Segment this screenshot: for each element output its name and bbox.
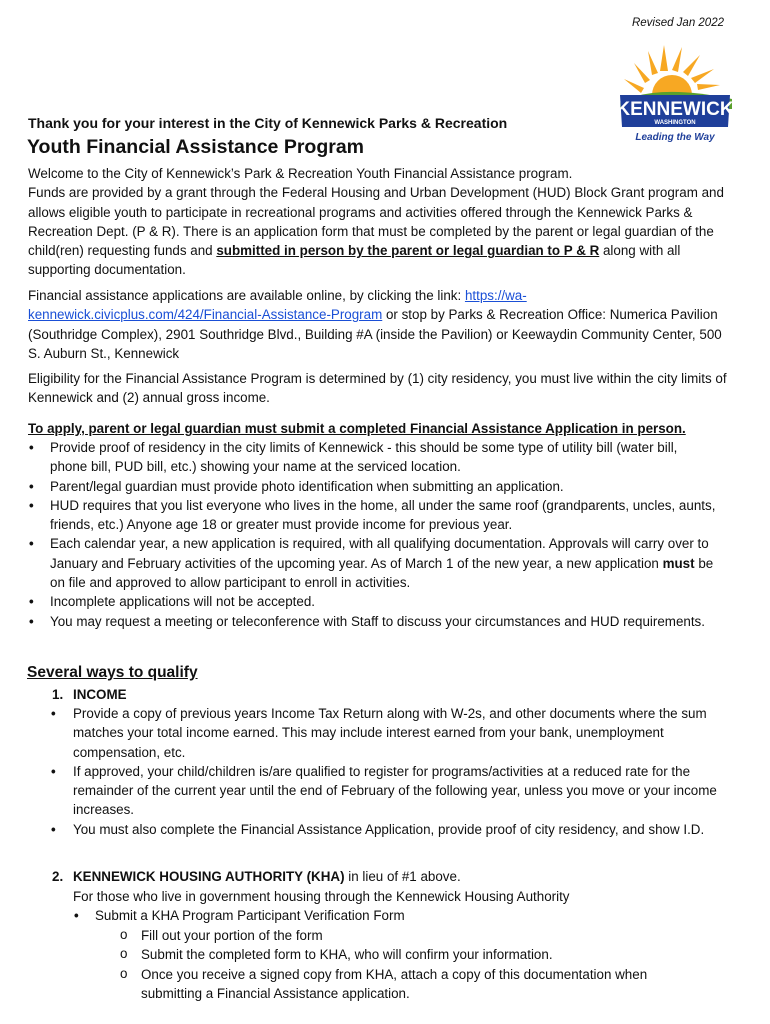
welcome-text-1: Welcome to the City of Kennewick’s Park & Recreation Youth Financial Assistance program. (28, 166, 573, 181)
kha-list (73, 906, 713, 925)
income-title: INCOME (73, 687, 127, 702)
program-link[interactable]: https://wa-kennewick.civicplus.com/424/Financial-Assistance-Program (28, 288, 527, 323)
apply-heading: To apply, parent or legal guardian must submit a completed Financial Assistance Application in person. (28, 421, 686, 436)
page-title: Youth Financial Assistance Program (27, 136, 365, 158)
kha-heading (73, 867, 461, 886)
list-item: • You must also complete the Financial Assistance Application, provide proof of city residency, and show I.D. (50, 820, 730, 839)
welcome-text-2: Funds are provided by a grant through the Federal Housing and Urban Development (HUD) Block Grant program and allows eligible youth to participate in recreational programs and activities offered through the Kennewick Parks & Recreation Dept. (P & R). There is an application form that must be completed by the parent or legal guardian of the child(ren) requesting funds and (28, 185, 724, 259)
kha-title: KENNEWICK HOUSING AUTHORITY (KHA) (73, 869, 345, 884)
welcome-emphasis: submitted in person by the parent or legal guardian to P & R (216, 243, 600, 259)
kha-number: 2. (52, 869, 64, 884)
welcome-text-3: along with all supporting documentation. (28, 243, 681, 278)
list-item: • Parent/legal guardian must provide photo identification when submitting an application. (28, 477, 718, 496)
income-list (50, 704, 730, 839)
apply-list (28, 438, 718, 631)
eligibility-paragraph: Eligibility for the Financial Assistance Program is determined by (1) city residency, you must live within the city limits of Kennewick and (2) annual gross income. (28, 371, 727, 406)
logo-subname: WASHINGTON (654, 120, 696, 126)
kha-title-suffix: in lieu of #1 above. (344, 869, 461, 884)
logo-name: KENNEWICK (616, 99, 734, 120)
list-item: o Fill out your portion of the form (117, 926, 677, 945)
welcome-paragraph (28, 164, 728, 280)
calendar-text-1: Each calendar year, a new application is required, with all qualifying documentation. Approvals will carry over to January and February activities of the upcoming year. As of March 1 of the new year, a new application (50, 536, 709, 571)
list-item: • You may request a meeting or teleconference with Staff to discuss your circumstances and HUD requirements. (28, 612, 718, 631)
list-item: • HUD requires that you list everyone who lives in the home, all under the same roof (grandparents, uncles, aunts, friends, etc.) Anyone age 18 or greater must provide income for previous year. (28, 496, 718, 535)
kha-steps (117, 926, 677, 1003)
kennewick-logo (616, 43, 734, 147)
list-item: • Incomplete applications will not be accepted. (28, 592, 718, 611)
online-prefix: Financial assistance applications are available online, by clicking the link: (28, 288, 465, 303)
list-item: • Submit a KHA Program Participant Verification Form (73, 906, 713, 925)
income-number: 1. (52, 687, 64, 702)
kha-subtitle: For those who live in government housing through the Kennewick Housing Authority (73, 889, 570, 904)
intro-heading: Thank you for your interest in the City of Kennewick Parks & Recreation (28, 115, 508, 131)
list-item: • If approved, your child/children is/are qualified to register for programs/activities at a reduced rate for the remainder of the current year until the end of February of the following year, unless you move or your income increases. (50, 762, 730, 820)
list-item: • Provide a copy of previous years Income Tax Return along with W-2s, and other documents where the sum matches your total income earned. This may include interest earned from your bank, unemployment compensation, etc. (50, 704, 730, 762)
calendar-text-2: be on file and approved to allow participant to enroll in activities. (50, 555, 714, 591)
list-item: • Provide proof of residency in the city limits of Kennewick - this should be some type of utility bill (water bill, phone bill, PUD bill, etc.) showing your name at the serviced location. (28, 438, 718, 477)
online-suffix: or stop by Parks & Recreation Office: Numerica Pavilion (Southridge Complex), 2901 Southridge Blvd., Building #A (inside the Pavilion) or Keewaydin Community Center, 500 S. Auburn St., Kennewick (28, 307, 722, 361)
list-item: o Submit the completed form to KHA, who will confirm your information. (117, 945, 677, 964)
list-item: o Once you receive a signed copy from KHA, attach a copy of this documentation when submitting a Financial Assistance application. (117, 965, 677, 1004)
qualify-heading: Several ways to qualify (27, 664, 198, 681)
revision-date: Revised Jan 2022 (631, 17, 724, 29)
list-item (28, 534, 718, 592)
logo-tagline: Leading the Way (635, 132, 715, 143)
calendar-bold: must (662, 555, 695, 571)
online-paragraph (28, 286, 728, 363)
sun-icon (616, 43, 734, 147)
